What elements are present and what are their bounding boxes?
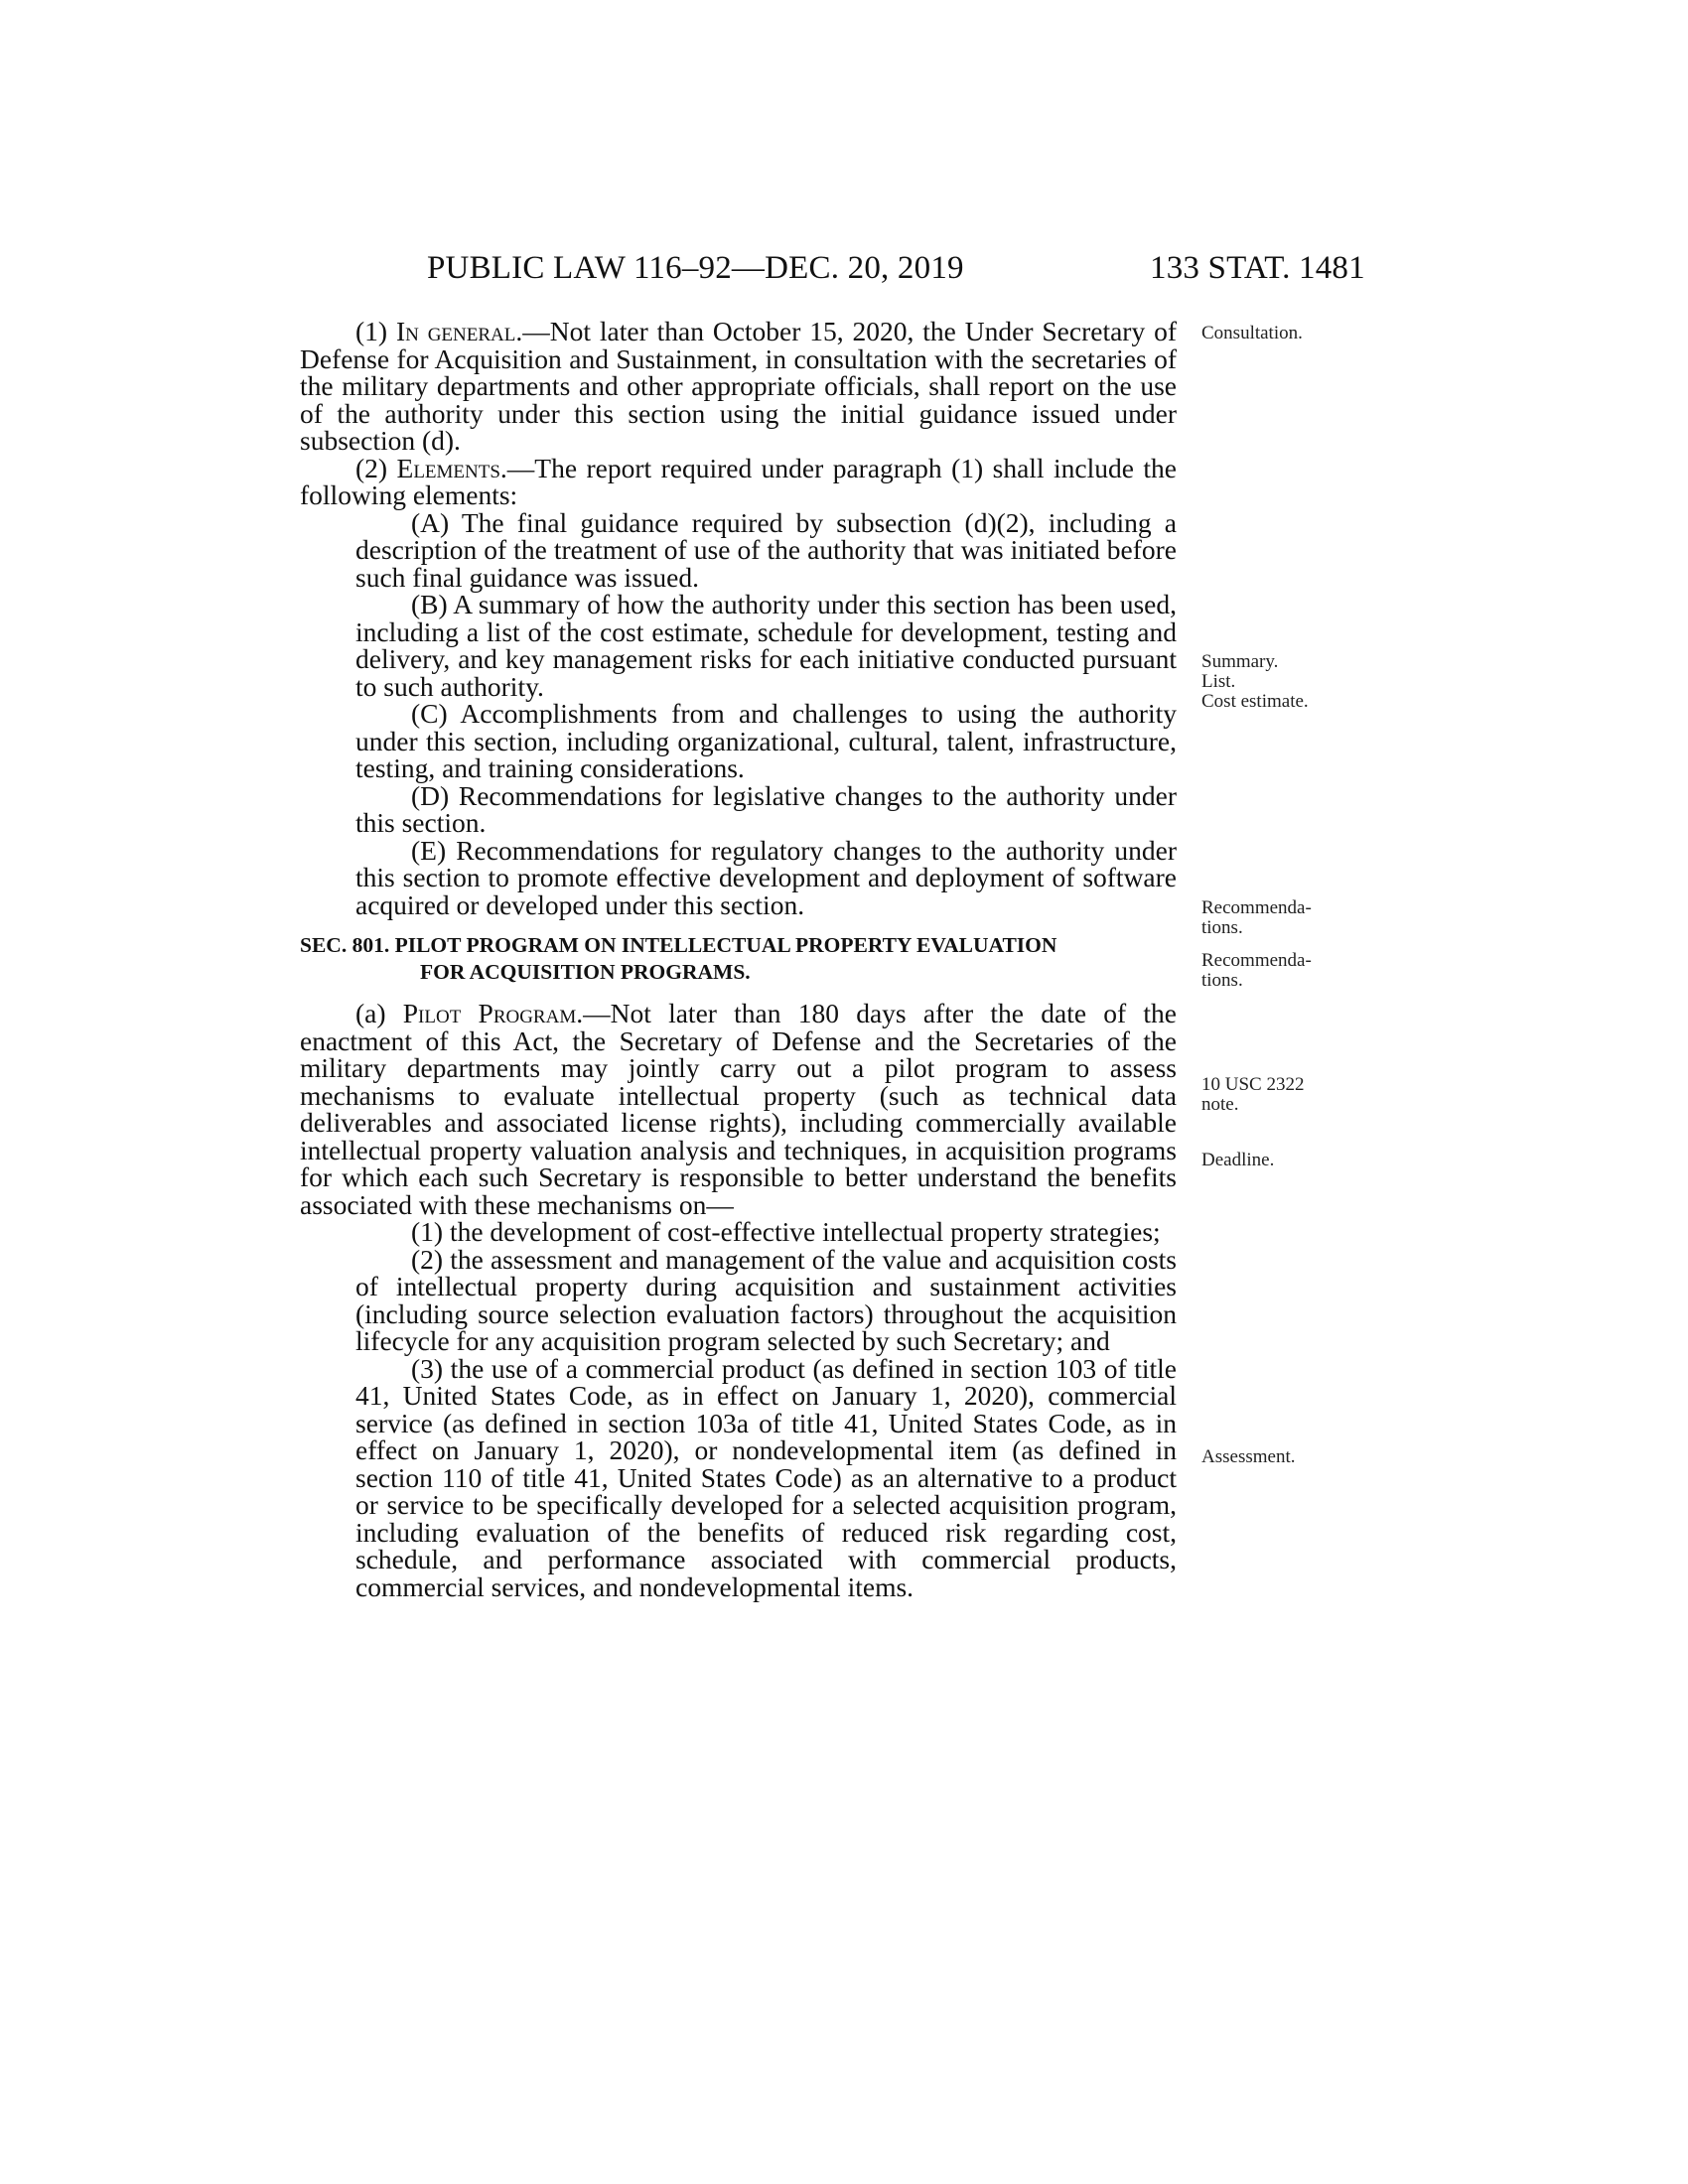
margin-note-deadline: Deadline. (1201, 1150, 1275, 1170)
subparagraph-e: (E) Recommendations for regulatory changes to the authority under this section to promote effective development and deployment of software acquired or developed under this section. (355, 834, 1177, 920)
subsection-a-pilot-program: (a) Pilot Program.—Not later than 180 days after the date of the enactment of this Act, the Secretary of Defense and the Secretaries of the military departments may jointly carry out a pilot program to assess mechanisms to evaluate intellectual property (such as technical data deliverables and associated license rights), including commercially available intellectual property valuation analysis and techniques, in acquisition programs for which each such Secretary is responsible to better understand the benefits associated with these mechanisms on— (300, 998, 1177, 1220)
subsection-a-item-3: (3) the use of a commercial product (as defined in section 103 of title 41, United States Code, as in effect on January 1, 2020), commercial service (as defined in section 103a of title 41, United States Code, as in effect on January 1, 2020), or nondevelopmental item (as defined in section 110 of title 41, United States Code) as an alternative to a product or service to be specifically developed for a selected acquisition program, including evaluation of the benefits of reduced risk regarding cost, schedule, and performance associated with commercial products, commercial services, and nondevelopmental items. (355, 1352, 1177, 1602)
subparagraph-a: (A) The final guidance required by subsection (d)(2), including a description of the treatment of use of the authority that was initiated before such final guidance was issued. (355, 506, 1177, 593)
subparagraph-b: (B) A summary of how the authority under this section has been used, including a list of the cost estimate, schedule for development, testing and delivery, and key management risks for each initiative conducted pursuant to such authority. (355, 589, 1177, 702)
subsection-heading: Pilot Program (402, 998, 577, 1028)
subparagraph-d: (D) Recommendations for legislative changes to the authority under this section. (355, 779, 1177, 838)
section-heading (300, 932, 1177, 986)
margin-note-cost-estimate: Cost estimate. (1201, 691, 1309, 712)
margin-note-consultation: Consultation. (1201, 323, 1303, 343)
section-heading-line-1: SEC. 801. PILOT PROGRAM ON INTELLECTUAL PROPERTY EVALUATION (300, 933, 1057, 957)
margin-note-recommendations-1: Recommenda- tions. (1201, 897, 1312, 938)
subsection-a-item-1: (1) the development of cost-effective intellectual property strategies; (411, 1216, 1161, 1247)
margin-note-recommendations-2: Recommenda- tions. (1201, 950, 1312, 991)
paragraph-heading: Elements (396, 452, 500, 483)
running-header-stat-page: 133 STAT. 1481 (1150, 250, 1365, 286)
subparagraph-c: (C) Accomplishments from and challenges to using the authority under this section, including organizational, cultural, talent, infrastructure, testing, and training considerations. (355, 698, 1177, 783)
running-header-law: PUBLIC LAW 116–92—DEC. 20, 2019 (427, 250, 964, 286)
margin-note-usc-citation: 10 USC 2322 note. (1201, 1074, 1305, 1115)
statute-body (300, 318, 1177, 1600)
section-heading-line-2: FOR ACQUISITION PROGRAMS. (420, 960, 751, 984)
paragraph-heading: In general (395, 316, 516, 346)
paragraph-1-in-general: (1) In general.—Not later than October 15, 2020, the Under Secretary of Defense for Acquisition and Sustainment, in consultation with the secretaries of the military departments and other appropriate officials, shall report on the use of the authority under this section using the initial guidance issued under subsection (d). (300, 316, 1177, 456)
subsection-a-item-2: (2) the assessment and management of the value and acquisition costs of intellectual property during acquisition and sustainment activities (including source selection evaluation factors) throughout the acquisition lifecycle for any acquisition program selected by such Secretary; and (355, 1243, 1177, 1356)
paragraph-2-elements: (2) Elements.—The report required under paragraph (1) shall include the following elements: (300, 452, 1177, 510)
margin-note-summary: Summary. List. Cost estimate. (1201, 651, 1309, 712)
margin-note-assessment: Assessment. (1201, 1446, 1296, 1467)
margin-note-list: List. (1201, 671, 1236, 692)
